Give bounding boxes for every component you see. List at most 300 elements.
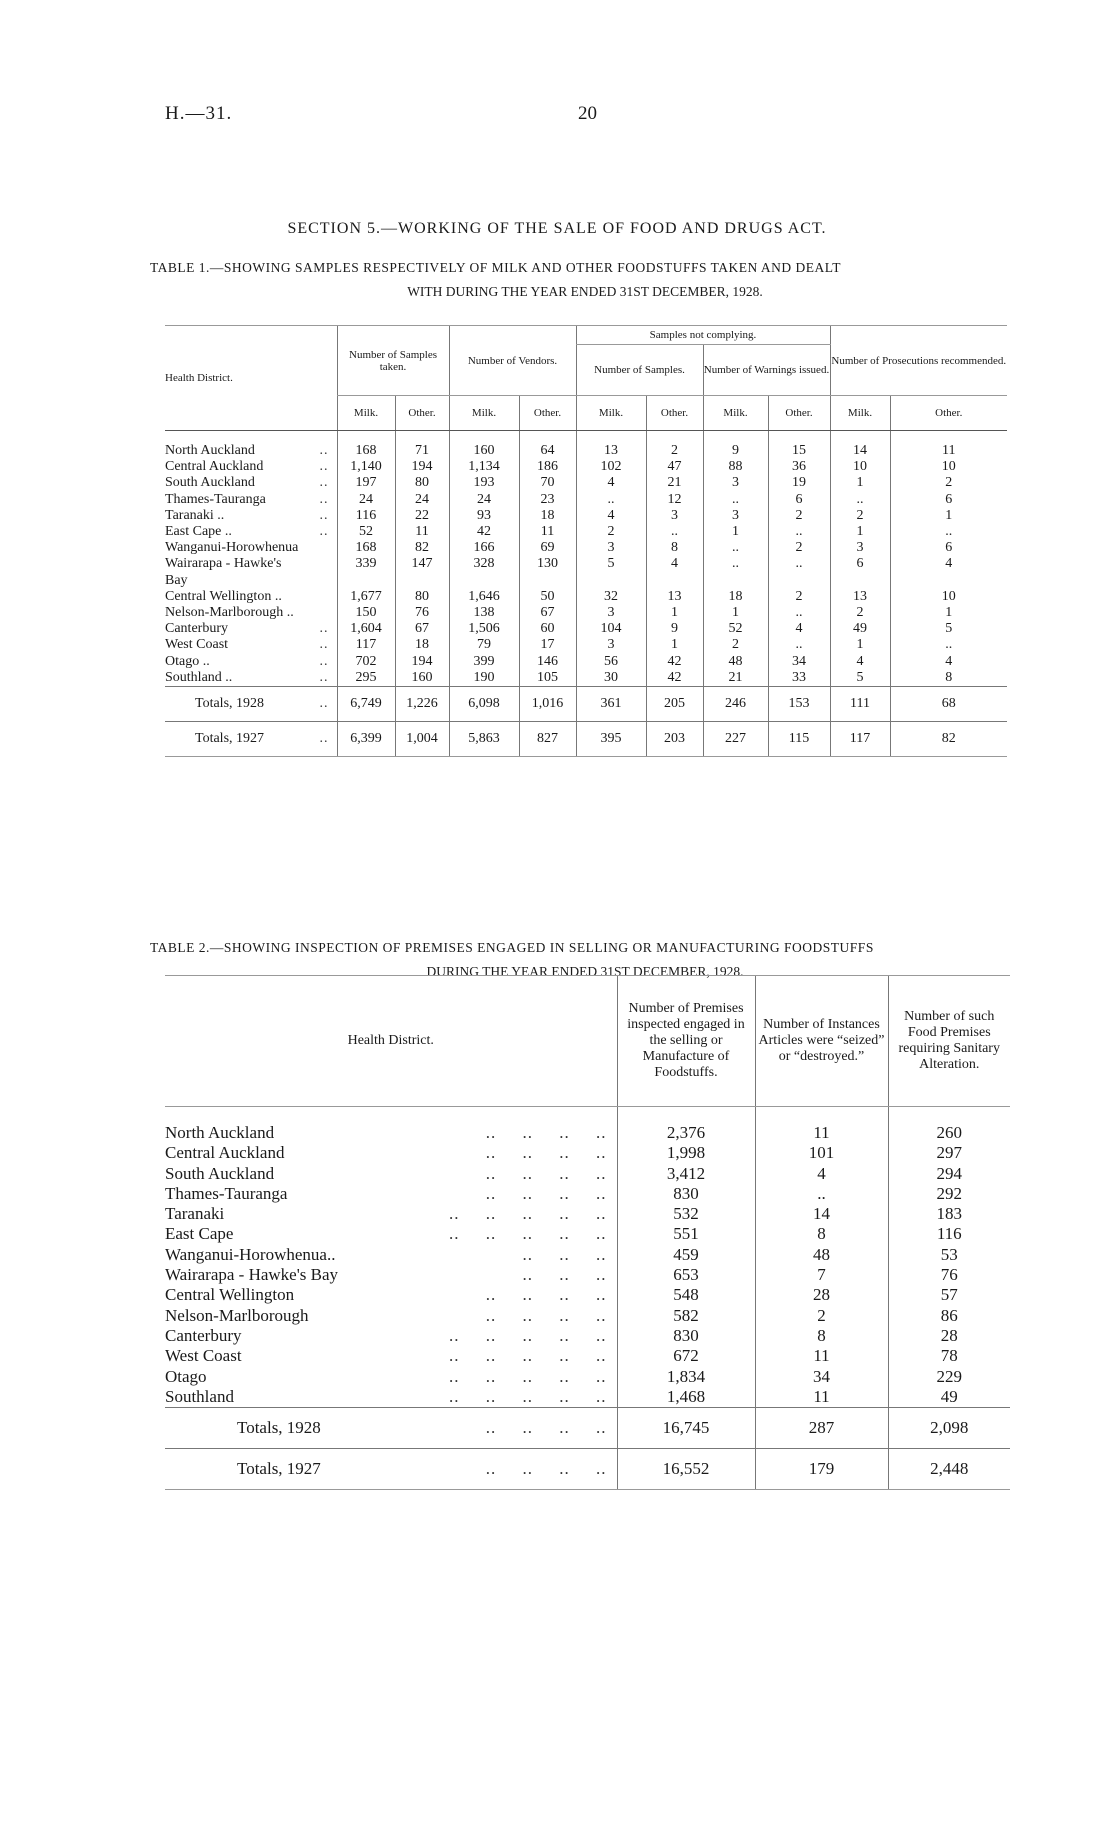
value-cell: 190 bbox=[449, 670, 519, 687]
value-cell: 30 bbox=[576, 670, 646, 687]
value-cell: .. bbox=[703, 556, 768, 572]
total-cell: 1,226 bbox=[395, 687, 449, 722]
table1 bbox=[165, 325, 1007, 757]
value-cell: 8 bbox=[646, 540, 703, 556]
table-row bbox=[165, 459, 1007, 475]
value-cell: 6 bbox=[830, 556, 890, 572]
value-cell: 60 bbox=[519, 621, 576, 637]
value-cell: 42 bbox=[449, 524, 519, 540]
table-row bbox=[165, 524, 1007, 540]
value-cell: 2 bbox=[703, 637, 768, 653]
value-cell: 582 bbox=[617, 1306, 755, 1326]
value-cell: 1 bbox=[830, 475, 890, 491]
value-cell: 1,506 bbox=[449, 621, 519, 637]
value-cell: 830 bbox=[617, 1326, 755, 1346]
value-cell: 13 bbox=[830, 589, 890, 605]
value-cell: 2 bbox=[768, 540, 830, 556]
leader-dots: .. bbox=[319, 621, 329, 637]
value-cell: 193 bbox=[449, 475, 519, 491]
value-cell: .. bbox=[768, 524, 830, 540]
total-cell: 82 bbox=[890, 722, 1007, 757]
value-cell: 3 bbox=[830, 540, 890, 556]
value-cell: 21 bbox=[703, 670, 768, 687]
district-cell bbox=[165, 508, 337, 524]
value-cell: 11 bbox=[755, 1387, 888, 1408]
value-cell: 150 bbox=[337, 605, 395, 621]
t1-head-other: Other. bbox=[646, 396, 703, 431]
district-label: North Auckland bbox=[165, 1123, 275, 1142]
district-label: Wanganui-Horowhenua.. bbox=[165, 1244, 336, 1264]
district-label: Totals, 1928 bbox=[195, 695, 265, 711]
value-cell: 3 bbox=[646, 508, 703, 524]
value-cell: 328 bbox=[449, 556, 519, 572]
table-row bbox=[165, 1367, 1010, 1387]
value-cell: 4 bbox=[755, 1164, 888, 1184]
t1-head-other: Other. bbox=[395, 396, 449, 431]
totals-row bbox=[165, 1408, 1010, 1449]
value-cell: 297 bbox=[888, 1143, 1010, 1163]
district-cell bbox=[165, 1367, 617, 1387]
value-cell: 1,677 bbox=[337, 589, 395, 605]
table-row bbox=[165, 605, 1007, 621]
t1-head-milk: Milk. bbox=[449, 396, 519, 431]
leader-dots: .. .. .. .. .. bbox=[449, 1386, 607, 1406]
report-code: H.—31. bbox=[165, 103, 233, 124]
value-cell: 1,834 bbox=[617, 1367, 755, 1387]
value-cell: 57 bbox=[888, 1285, 1010, 1305]
value-cell: 18 bbox=[395, 637, 449, 653]
leader-dots: .. bbox=[319, 730, 329, 746]
total-cell: 153 bbox=[768, 687, 830, 722]
t1-head-milk: Milk. bbox=[337, 396, 395, 431]
totals-label-cell bbox=[165, 1408, 617, 1449]
total-cell: 111 bbox=[830, 687, 890, 722]
value-cell: 3 bbox=[576, 540, 646, 556]
value-cell: 3 bbox=[576, 605, 646, 621]
t1-head-milk: Milk. bbox=[703, 396, 768, 431]
value-cell: 80 bbox=[395, 475, 449, 491]
district-cell bbox=[165, 1265, 617, 1285]
value-cell: .. bbox=[768, 637, 830, 653]
district-label: Otago bbox=[165, 1366, 207, 1386]
total-cell: 395 bbox=[576, 722, 646, 757]
table-row bbox=[165, 1285, 1010, 1305]
table-row bbox=[165, 573, 1007, 589]
district-cell bbox=[165, 1204, 617, 1224]
totals-row bbox=[165, 1449, 1010, 1490]
value-cell: 47 bbox=[646, 459, 703, 475]
value-cell: 2 bbox=[646, 443, 703, 459]
value-cell: 86 bbox=[888, 1306, 1010, 1326]
value-cell: 9 bbox=[703, 443, 768, 459]
district-label: Nelson-Marlborough bbox=[165, 1305, 309, 1325]
value-cell: 4 bbox=[890, 556, 1007, 572]
value-cell: 194 bbox=[395, 654, 449, 670]
value-cell: 15 bbox=[768, 443, 830, 459]
district-cell bbox=[165, 443, 337, 459]
t1-head-not-complying: Samples not complying. bbox=[576, 326, 830, 345]
value-cell: 11 bbox=[890, 443, 1007, 459]
value-cell: 33 bbox=[768, 670, 830, 687]
value-cell: 197 bbox=[337, 475, 395, 491]
value-cell: 3 bbox=[703, 475, 768, 491]
value-cell: 42 bbox=[646, 654, 703, 670]
value-cell: 11 bbox=[395, 524, 449, 540]
total-cell: 5,863 bbox=[449, 722, 519, 757]
value-cell: 48 bbox=[703, 654, 768, 670]
value-cell: 1 bbox=[830, 524, 890, 540]
value-cell: 52 bbox=[703, 621, 768, 637]
value-cell bbox=[830, 573, 890, 589]
leader-dots: .. .. .. .. bbox=[485, 1305, 607, 1325]
value-cell: 13 bbox=[576, 443, 646, 459]
value-cell: 116 bbox=[337, 508, 395, 524]
leader-dots: .. bbox=[319, 669, 329, 685]
value-cell: 71 bbox=[395, 443, 449, 459]
value-cell: 2 bbox=[768, 589, 830, 605]
value-cell: 1,140 bbox=[337, 459, 395, 475]
table2-body bbox=[165, 1107, 1010, 1490]
value-cell bbox=[576, 573, 646, 589]
value-cell: 1 bbox=[890, 508, 1007, 524]
value-cell: 76 bbox=[888, 1265, 1010, 1285]
value-cell: 7 bbox=[755, 1265, 888, 1285]
value-cell bbox=[768, 573, 830, 589]
totals-label-cell bbox=[165, 687, 337, 722]
district-cell bbox=[165, 605, 337, 621]
value-cell: 11 bbox=[519, 524, 576, 540]
value-cell: 399 bbox=[449, 654, 519, 670]
value-cell: 166 bbox=[449, 540, 519, 556]
total-cell: 6,749 bbox=[337, 687, 395, 722]
leader-dots: .. bbox=[319, 443, 329, 458]
value-cell: .. bbox=[646, 524, 703, 540]
value-cell: 1,468 bbox=[617, 1387, 755, 1408]
district-label: Bay bbox=[165, 572, 188, 588]
value-cell: 147 bbox=[395, 556, 449, 572]
value-cell: 18 bbox=[519, 508, 576, 524]
value-cell: 4 bbox=[768, 621, 830, 637]
district-cell bbox=[165, 637, 337, 653]
value-cell: 6 bbox=[768, 492, 830, 508]
table2-title-line1: TABLE 2.—SHOWING INSPECTION OF PREMISES ENGAGED IN SELLING OR MANUFACTURING FOODSTUFFS bbox=[150, 940, 874, 955]
value-cell: 672 bbox=[617, 1346, 755, 1366]
value-cell: 459 bbox=[617, 1245, 755, 1265]
value-cell: 2 bbox=[830, 508, 890, 524]
value-cell bbox=[337, 573, 395, 589]
table-row bbox=[165, 1224, 1010, 1244]
district-cell bbox=[165, 1245, 617, 1265]
table-row bbox=[165, 1346, 1010, 1366]
t1-head-district: Health District. bbox=[165, 326, 337, 431]
total-cell: 227 bbox=[703, 722, 768, 757]
district-label: Central Wellington .. bbox=[165, 588, 282, 604]
table-row bbox=[165, 540, 1007, 556]
table-row bbox=[165, 1184, 1010, 1204]
t1-head-vendors: Number of Vendors. bbox=[449, 326, 576, 396]
value-cell: 4 bbox=[890, 654, 1007, 670]
district-label: Totals, 1927 bbox=[237, 1459, 321, 1478]
district-cell bbox=[165, 1224, 617, 1244]
value-cell: 10 bbox=[830, 459, 890, 475]
value-cell: 50 bbox=[519, 589, 576, 605]
leader-dots: .. .. .. .. bbox=[485, 1285, 607, 1305]
total-cell: 2,448 bbox=[888, 1449, 1010, 1490]
leader-dots: .. .. .. .. .. bbox=[449, 1346, 607, 1366]
value-cell: 12 bbox=[646, 492, 703, 508]
leader-dots: .. .. .. .. .. bbox=[449, 1224, 607, 1244]
district-cell bbox=[165, 589, 337, 605]
leader-dots: .. .. .. .. .. bbox=[449, 1366, 607, 1386]
value-cell: 117 bbox=[337, 637, 395, 653]
value-cell bbox=[646, 573, 703, 589]
value-cell: 194 bbox=[395, 459, 449, 475]
table-row bbox=[165, 1326, 1010, 1346]
page-number: 20 bbox=[578, 103, 597, 124]
t1-head-other: Other. bbox=[768, 396, 830, 431]
value-cell: 702 bbox=[337, 654, 395, 670]
total-cell: 115 bbox=[768, 722, 830, 757]
value-cell: .. bbox=[768, 605, 830, 621]
t2-head-district: Health District. bbox=[165, 976, 617, 1107]
value-cell: 9 bbox=[646, 621, 703, 637]
t1-head-milk: Milk. bbox=[830, 396, 890, 431]
district-label: Central Auckland bbox=[165, 1143, 285, 1163]
value-cell: 260 bbox=[888, 1123, 1010, 1143]
value-cell: 1 bbox=[703, 524, 768, 540]
district-label: Taranaki .. bbox=[165, 507, 225, 523]
value-cell: 28 bbox=[888, 1326, 1010, 1346]
value-cell: 4 bbox=[646, 556, 703, 572]
value-cell: 830 bbox=[617, 1184, 755, 1204]
value-cell: .. bbox=[768, 556, 830, 572]
value-cell: .. bbox=[890, 524, 1007, 540]
leader-dots: .. .. .. .. bbox=[485, 1183, 607, 1203]
district-cell bbox=[165, 1306, 617, 1326]
district-label: South Auckland bbox=[165, 475, 255, 491]
district-label: Thames-Tauranga bbox=[165, 491, 266, 507]
value-cell: 69 bbox=[519, 540, 576, 556]
district-cell bbox=[165, 524, 337, 540]
district-label: Taranaki bbox=[165, 1204, 225, 1224]
table-row bbox=[165, 1387, 1010, 1408]
district-cell bbox=[165, 670, 337, 687]
district-label: East Cape .. bbox=[165, 524, 232, 540]
value-cell bbox=[519, 573, 576, 589]
leader-dots: .. bbox=[319, 459, 329, 475]
total-cell: 117 bbox=[830, 722, 890, 757]
value-cell: 160 bbox=[395, 670, 449, 687]
value-cell: 70 bbox=[519, 475, 576, 491]
district-cell bbox=[165, 621, 337, 637]
value-cell: 10 bbox=[890, 459, 1007, 475]
value-cell: 13 bbox=[646, 589, 703, 605]
value-cell: 183 bbox=[888, 1204, 1010, 1224]
value-cell bbox=[703, 573, 768, 589]
value-cell: 292 bbox=[888, 1184, 1010, 1204]
district-label: Central Auckland bbox=[165, 459, 264, 475]
district-cell bbox=[165, 1143, 617, 1163]
value-cell: 102 bbox=[576, 459, 646, 475]
value-cell: 1,998 bbox=[617, 1143, 755, 1163]
value-cell: 3,412 bbox=[617, 1164, 755, 1184]
district-label: Wairarapa - Hawke's Bay bbox=[165, 1265, 339, 1285]
totals-row bbox=[165, 687, 1007, 722]
table1-title-line1: TABLE 1.—SHOWING SAMPLES RESPECTIVELY OF MILK AND OTHER FOODSTUFFS TAKEN AND DEALT bbox=[150, 260, 842, 275]
table-row bbox=[165, 637, 1007, 653]
value-cell: 5 bbox=[890, 621, 1007, 637]
value-cell: 88 bbox=[703, 459, 768, 475]
value-cell: 2,376 bbox=[617, 1123, 755, 1143]
value-cell: 19 bbox=[768, 475, 830, 491]
table-row bbox=[165, 1204, 1010, 1224]
district-cell bbox=[165, 1184, 617, 1204]
total-cell: 361 bbox=[576, 687, 646, 722]
table1-title bbox=[150, 256, 1020, 304]
value-cell: .. bbox=[703, 492, 768, 508]
value-cell: 42 bbox=[646, 670, 703, 687]
leader-dots: .. bbox=[319, 475, 329, 491]
leader-dots: .. .. .. .. .. bbox=[449, 1204, 607, 1224]
district-label: West Coast bbox=[165, 637, 229, 653]
table-row bbox=[165, 1306, 1010, 1326]
district-cell bbox=[165, 459, 337, 475]
value-cell: .. bbox=[890, 637, 1007, 653]
table-row bbox=[165, 492, 1007, 508]
value-cell: 548 bbox=[617, 1285, 755, 1305]
total-cell: 246 bbox=[703, 687, 768, 722]
district-label: Central Wellington bbox=[165, 1285, 295, 1305]
totals-label-cell bbox=[165, 1449, 617, 1490]
district-cell bbox=[165, 654, 337, 670]
district-label: South Auckland bbox=[165, 1163, 275, 1183]
value-cell: 22 bbox=[395, 508, 449, 524]
value-cell: 14 bbox=[755, 1204, 888, 1224]
t1-head-prosecutions: Number of Prosecutions recommended. bbox=[830, 326, 1007, 396]
value-cell: 101 bbox=[755, 1143, 888, 1163]
value-cell: 8 bbox=[890, 670, 1007, 687]
district-label: Canterbury bbox=[165, 621, 228, 637]
table-row bbox=[165, 508, 1007, 524]
value-cell: 24 bbox=[395, 492, 449, 508]
value-cell: 18 bbox=[703, 589, 768, 605]
value-cell: 294 bbox=[888, 1164, 1010, 1184]
section-title: SECTION 5.—WORKING OF THE SALE OF FOOD AND DRUGS ACT. bbox=[287, 220, 827, 237]
table-row bbox=[165, 621, 1007, 637]
value-cell: 229 bbox=[888, 1367, 1010, 1387]
value-cell: 2 bbox=[890, 475, 1007, 491]
value-cell: 5 bbox=[576, 556, 646, 572]
value-cell: 532 bbox=[617, 1204, 755, 1224]
total-cell: 2,098 bbox=[888, 1408, 1010, 1449]
district-label: Nelson-Marlborough .. bbox=[165, 605, 294, 621]
table1-body bbox=[165, 431, 1007, 757]
value-cell: 138 bbox=[449, 605, 519, 621]
value-cell: 4 bbox=[576, 475, 646, 491]
value-cell: 1 bbox=[890, 605, 1007, 621]
value-cell: 168 bbox=[337, 443, 395, 459]
value-cell: 67 bbox=[519, 605, 576, 621]
value-cell: 24 bbox=[337, 492, 395, 508]
value-cell: 76 bbox=[395, 605, 449, 621]
district-cell bbox=[165, 475, 337, 491]
value-cell: 11 bbox=[755, 1346, 888, 1366]
district-cell bbox=[165, 1164, 617, 1184]
value-cell: .. bbox=[755, 1184, 888, 1204]
district-cell bbox=[165, 1123, 617, 1143]
district-label: Thames-Tauranga bbox=[165, 1183, 288, 1203]
leader-dots: .. bbox=[319, 637, 329, 653]
t1-head-warnings: Number of Warnings issued. bbox=[703, 345, 830, 396]
value-cell: 49 bbox=[888, 1387, 1010, 1408]
value-cell: 1,646 bbox=[449, 589, 519, 605]
value-cell: 551 bbox=[617, 1224, 755, 1244]
value-cell: 79 bbox=[449, 637, 519, 653]
value-cell: 32 bbox=[576, 589, 646, 605]
value-cell: 104 bbox=[576, 621, 646, 637]
leader-dots: .. bbox=[319, 695, 329, 711]
total-cell: 827 bbox=[519, 722, 576, 757]
total-cell: 1,004 bbox=[395, 722, 449, 757]
value-cell: 1 bbox=[703, 605, 768, 621]
district-label: Wairarapa - Hawke's bbox=[165, 556, 282, 572]
value-cell: 8 bbox=[755, 1326, 888, 1346]
value-cell: 2 bbox=[576, 524, 646, 540]
value-cell: 1 bbox=[646, 637, 703, 653]
district-cell bbox=[165, 1346, 617, 1366]
leader-dots: .. bbox=[319, 491, 329, 507]
value-cell: 2 bbox=[755, 1306, 888, 1326]
table-row bbox=[165, 1265, 1010, 1285]
value-cell: 339 bbox=[337, 556, 395, 572]
district-label: Wanganui-Horowhenua bbox=[165, 540, 299, 556]
value-cell: 6 bbox=[890, 540, 1007, 556]
table2-title-line2: DURING THE YEAR ENDED 31ST DECEMBER, 1928. bbox=[426, 964, 744, 979]
table-row bbox=[165, 1123, 1010, 1143]
table-row bbox=[165, 475, 1007, 491]
value-cell: 17 bbox=[519, 637, 576, 653]
t1-head-nc-samples: Number of Samples. bbox=[576, 345, 703, 396]
table-row bbox=[165, 1245, 1010, 1265]
t2-head-seized: Number of Instances Articles were “seized” or “destroyed.” bbox=[755, 976, 888, 1107]
district-label: Totals, 1928 bbox=[237, 1418, 321, 1437]
value-cell: 1,134 bbox=[449, 459, 519, 475]
value-cell: 34 bbox=[768, 654, 830, 670]
value-cell bbox=[890, 573, 1007, 589]
t1-head-other: Other. bbox=[890, 396, 1007, 431]
value-cell bbox=[449, 573, 519, 589]
value-cell: 160 bbox=[449, 443, 519, 459]
district-cell bbox=[165, 573, 337, 589]
district-label: Southland .. bbox=[165, 669, 233, 685]
value-cell: 130 bbox=[519, 556, 576, 572]
district-cell bbox=[165, 1387, 617, 1408]
district-cell bbox=[165, 540, 337, 556]
value-cell: 146 bbox=[519, 654, 576, 670]
district-cell bbox=[165, 492, 337, 508]
table-row bbox=[165, 589, 1007, 605]
district-cell bbox=[165, 556, 337, 572]
table-row bbox=[165, 1164, 1010, 1184]
value-cell: 53 bbox=[888, 1245, 1010, 1265]
value-cell: 2 bbox=[830, 605, 890, 621]
district-label: North Auckland bbox=[165, 443, 255, 458]
total-cell: 6,399 bbox=[337, 722, 395, 757]
leader-dots: .. bbox=[319, 507, 329, 523]
district-cell bbox=[165, 1326, 617, 1346]
value-cell: 653 bbox=[617, 1265, 755, 1285]
leader-dots: .. .. .. bbox=[522, 1265, 607, 1285]
